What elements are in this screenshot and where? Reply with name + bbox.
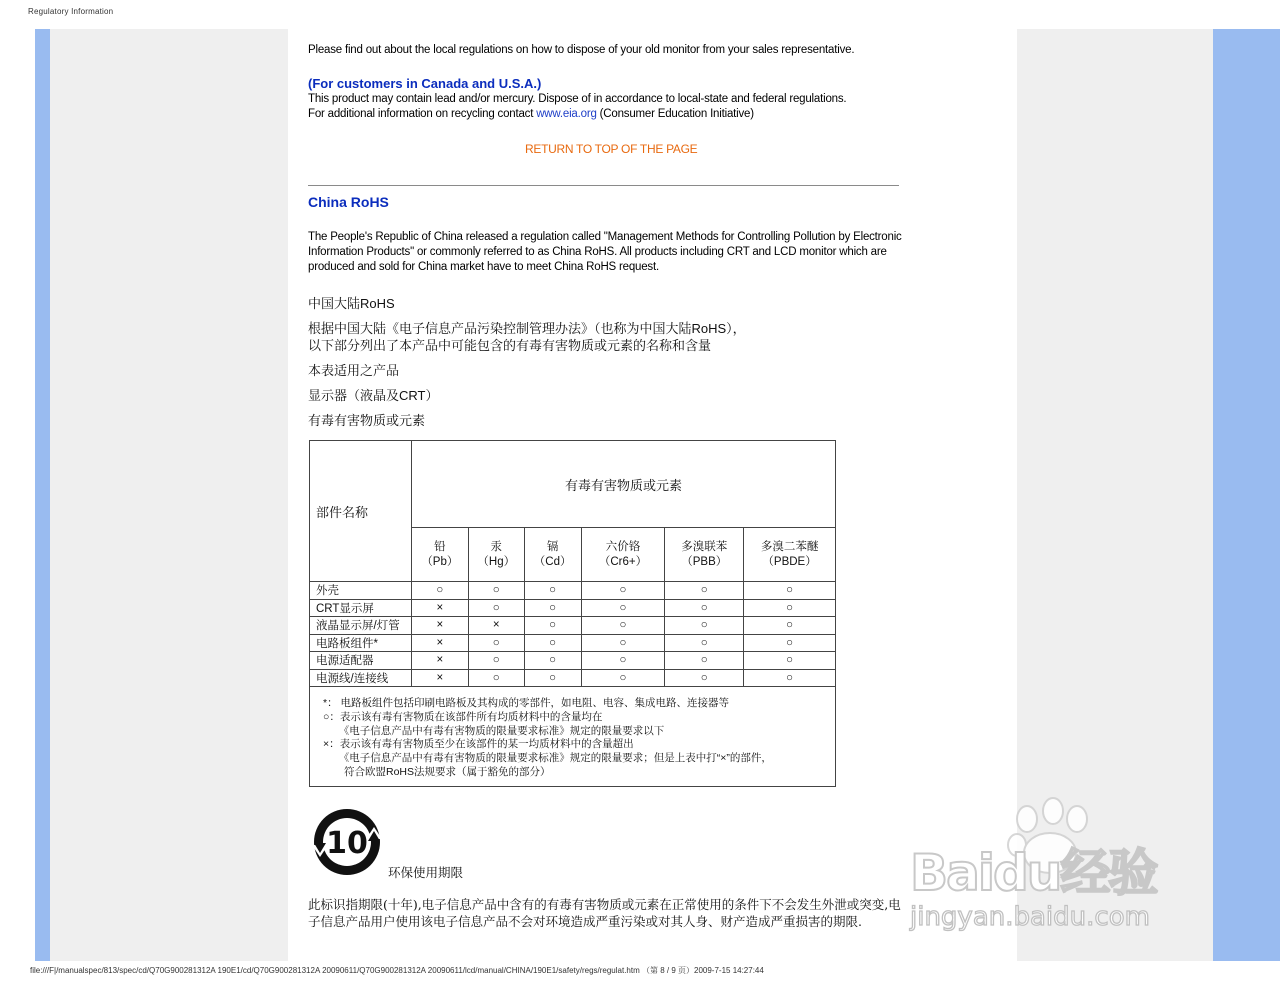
mark-cell: ○ bbox=[665, 634, 744, 652]
mark-cell: ○ bbox=[524, 652, 581, 670]
table-row bbox=[310, 599, 836, 617]
mark-cell: ○ bbox=[744, 617, 836, 635]
mark-cell: × bbox=[411, 652, 468, 670]
mark-cell: ○ bbox=[665, 669, 744, 687]
cn-intro-line-2: 以下部分列出了本产品中可能包含的有毒有害物质或元素的名称和含量 bbox=[308, 338, 712, 353]
mark-cell: × bbox=[411, 634, 468, 652]
mark-cell: ○ bbox=[581, 669, 665, 687]
mark-cell: ○ bbox=[744, 652, 836, 670]
substance-header: 六价铬 （Cr6+） bbox=[581, 528, 665, 582]
part-name: 电路板组件* bbox=[310, 634, 412, 652]
col-header-part-name: 部件名称 bbox=[310, 441, 412, 582]
eco-period-10-icon bbox=[310, 807, 384, 877]
rohs-para-line-2: Information Products" or commonly referred to as China RoHS. All products including CRT and LCD monitor which are bbox=[308, 246, 887, 258]
note-line: ×：表示该有毒有害物质至少在该部件的某一均质材料中的含量超出 bbox=[323, 738, 634, 751]
left-blue-band bbox=[35, 29, 50, 961]
eco-period-text: 此标识指期限(十年),电子信息产品中含有的有毒有害物质或元素在正常使用的条件下不会发生外泄或突变,电子信息产品用户使用该电子信息产品不会对环境造成严重污染或对其人身、财产造成严重损害的期限. bbox=[308, 897, 901, 929]
part-name: 电源线/连接线 bbox=[310, 669, 412, 687]
watermark-brand: Baidu经验 bbox=[910, 844, 1157, 902]
part-name: CRT显示屏 bbox=[310, 599, 412, 617]
mark-cell: ○ bbox=[665, 617, 744, 635]
note-line: 《电子信息产品中有毒有害物质的限量要求标准》规定的限量要求以下 bbox=[323, 724, 665, 737]
mark-cell: ○ bbox=[468, 582, 524, 600]
return-to-top-link[interactable]: RETURN TO TOP OF THE PAGE bbox=[525, 142, 698, 156]
mark-cell: ○ bbox=[665, 582, 744, 600]
table-row bbox=[310, 617, 836, 635]
cn-applies-value: 显示器（液晶及CRT） bbox=[308, 388, 439, 403]
substance-header: 镉 （Cd） bbox=[524, 528, 581, 582]
rohs-para-line-3: produced and sold for China market have to meet China RoHS request. bbox=[308, 261, 659, 273]
mark-cell: ○ bbox=[524, 582, 581, 600]
mark-cell: ○ bbox=[468, 669, 524, 687]
substance-header: 汞 （Hg） bbox=[468, 528, 524, 582]
right-blue-band bbox=[1213, 29, 1280, 961]
col-header-substances-group: 有毒有害物质或元素 bbox=[411, 441, 835, 528]
page-header-title: Regulatory Information bbox=[28, 7, 114, 16]
left-gray-margin bbox=[50, 29, 288, 961]
mark-cell: ○ bbox=[524, 617, 581, 635]
mark-cell: ○ bbox=[744, 634, 836, 652]
section-divider bbox=[308, 185, 899, 186]
mark-cell: ○ bbox=[524, 599, 581, 617]
eia-link[interactable]: www.eia.org bbox=[536, 108, 597, 120]
mark-cell: ○ bbox=[524, 634, 581, 652]
mark-cell: ○ bbox=[744, 582, 836, 600]
canada-line-2-suffix: (Consumer Education Initiative) bbox=[596, 108, 754, 120]
canada-usa-heading: (For customers in Canada and U.S.A.) bbox=[308, 76, 542, 91]
part-name: 液晶显示屏/灯管 bbox=[310, 617, 412, 635]
note-line: 符合欧盟RoHS法规要求（属于豁免的部分） bbox=[323, 765, 551, 778]
mark-cell: × bbox=[411, 617, 468, 635]
rohs-substance-table bbox=[309, 440, 836, 787]
table-row bbox=[310, 669, 836, 687]
eco-logo-label: 环保使用期限 bbox=[388, 865, 464, 880]
cn-applies-heading: 本表适用之产品 bbox=[308, 363, 400, 378]
rohs-para-line-1: The People's Republic of China released a regulation called "Management Methods for Controlling Pollution by Electronic bbox=[308, 231, 902, 243]
mark-cell: × bbox=[411, 599, 468, 617]
part-name: 电源适配器 bbox=[310, 652, 412, 670]
watermark-url: jingyan.baidu.com bbox=[910, 902, 1150, 932]
note-line: *： 电路板组件包括印刷电路板及其构成的零部件，如电阻、电容、集成电路、连接器等 bbox=[323, 697, 730, 709]
china-rohs-heading: China RoHS bbox=[308, 194, 389, 210]
eco-logo-number: 10 bbox=[326, 826, 368, 861]
table-row bbox=[310, 634, 836, 652]
mark-cell: ○ bbox=[581, 652, 665, 670]
mark-cell: ○ bbox=[581, 582, 665, 600]
mark-cell: ○ bbox=[524, 669, 581, 687]
table-row bbox=[310, 652, 836, 670]
disposal-local-text: Please find out about the local regulations on how to dispose of your old monitor from your sales representative. bbox=[308, 44, 855, 56]
footer-file-path: file:///F|/manualspec/813/spec/cd/Q70G900281312A 190E1/cd/Q70G900281312A 20090611/Q70G900281312A 20090611/lcd/manual/CHINA/190E1/safety/regs/regulat.htm （第 8 / 9 页）2009-7-15 14:27:44 bbox=[30, 966, 764, 975]
note-line: ○：表示该有毒有害物质在该部件所有均质材料中的含量均在 bbox=[323, 710, 603, 723]
mark-cell: ○ bbox=[468, 652, 524, 670]
substance-header: 多溴联苯 （PBB） bbox=[665, 528, 744, 582]
mark-cell: ○ bbox=[665, 652, 744, 670]
substance-header: 多溴二苯醚 （PBDE） bbox=[744, 528, 836, 582]
mark-cell: × bbox=[468, 617, 524, 635]
mark-cell: ○ bbox=[581, 599, 665, 617]
canada-line-1: This product may contain lead and/or mercury. Dispose of in accordance to local-state and federal regulations. bbox=[308, 93, 847, 105]
mark-cell: ○ bbox=[411, 582, 468, 600]
cn-substances-heading: 有毒有害物质或元素 bbox=[308, 413, 426, 428]
part-name: 外壳 bbox=[310, 582, 412, 600]
mark-cell: ○ bbox=[665, 599, 744, 617]
mark-cell: ○ bbox=[744, 669, 836, 687]
cn-intro-line-1: 根据中国大陆《电子信息产品污染控制管理办法》（也称为中国大陆RoHS）， bbox=[308, 321, 746, 336]
canada-line-2 bbox=[308, 107, 754, 122]
cn-rohs-title: 中国大陆RoHS bbox=[308, 296, 395, 311]
mark-cell: ○ bbox=[581, 617, 665, 635]
note-line: 《电子信息产品中有毒有害物质的限量要求标准》规定的限量要求；但是上表中打“×”的部件， bbox=[323, 752, 772, 765]
canada-line-2-prefix: For additional information on recycling contact bbox=[308, 108, 537, 120]
table-notes bbox=[310, 687, 836, 787]
mark-cell: ○ bbox=[744, 599, 836, 617]
table-row bbox=[310, 582, 836, 600]
substance-header: 铅 （Pb） bbox=[411, 528, 468, 582]
mark-cell: × bbox=[411, 669, 468, 687]
mark-cell: ○ bbox=[468, 634, 524, 652]
mark-cell: ○ bbox=[468, 599, 524, 617]
mark-cell: ○ bbox=[581, 634, 665, 652]
